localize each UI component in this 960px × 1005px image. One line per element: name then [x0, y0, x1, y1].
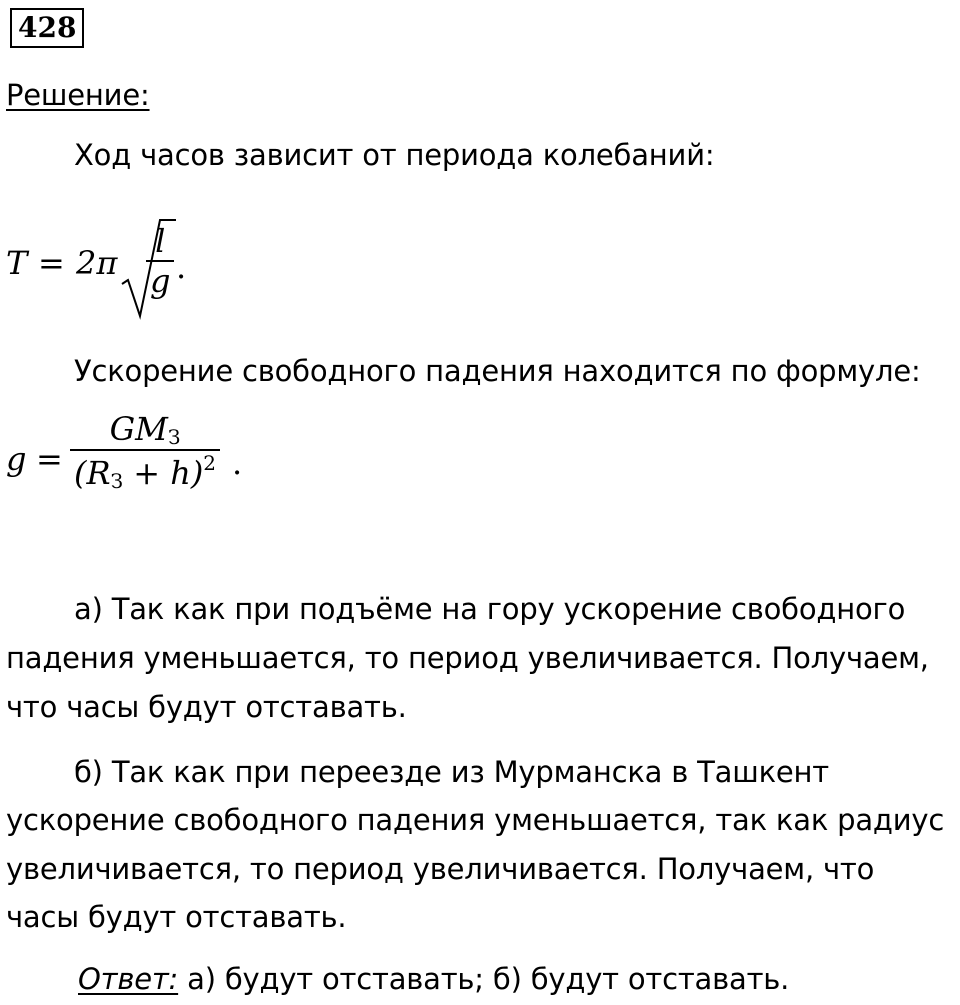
formula-g-num — [70, 410, 220, 449]
part-b-line3: увеличивается, то период увеличивается. Получаем, что — [6, 852, 875, 886]
formula-period-den: g — [146, 260, 174, 300]
formula-period-lhs: T — [6, 244, 28, 282]
formula-g-end: . — [232, 444, 243, 482]
formula-g-den-sub: З — [110, 469, 124, 493]
formula-g-num-sub: З — [167, 425, 181, 449]
part-b-line4: часы будут отставать. — [6, 900, 347, 934]
formula-g-fraction — [70, 410, 220, 493]
formula-period-coef: 2π — [76, 244, 118, 282]
formula-g-den — [70, 449, 220, 493]
part-b-line1: б) Так как при переезде из Мурманска в Ташкент — [74, 755, 829, 789]
answer-text: а) будут отставать; б) будут отставать. — [178, 962, 790, 996]
accel-line: Ускорение свободного падения находится по формуле: — [74, 354, 921, 388]
part-a-line1: а) Так как при подъёме на гору ускорение свободного — [74, 592, 906, 626]
formula-g-num-main: GM — [109, 410, 168, 448]
formula-g-lhs: g — [6, 440, 27, 478]
formula-period-num: l — [155, 222, 166, 260]
answer-line — [78, 962, 789, 996]
formula-g-eq: = — [36, 440, 63, 478]
formula-g-den-rest: + h) — [123, 454, 204, 492]
part-a-line2: падения уменьшается, то период увеличивается. Получаем, — [6, 641, 929, 675]
solution-label: Решение: — [6, 78, 150, 112]
problem-number: 428 — [10, 8, 84, 48]
part-a-line3: что часы будут отставать. — [6, 690, 407, 724]
formula-g-den-open: (R — [74, 454, 111, 492]
intro-line: Ход часов зависит от периода колебаний: — [74, 138, 715, 172]
formula-g-den-sup: 2 — [203, 451, 217, 475]
part-b-line2: ускорение свободного падения уменьшается, так как радиус — [6, 803, 945, 837]
formula-period-end: . — [176, 248, 187, 286]
answer-label: Ответ: — [78, 962, 179, 996]
formula-period-eq: = — [38, 244, 65, 282]
formula-period-fraction — [146, 222, 174, 300]
